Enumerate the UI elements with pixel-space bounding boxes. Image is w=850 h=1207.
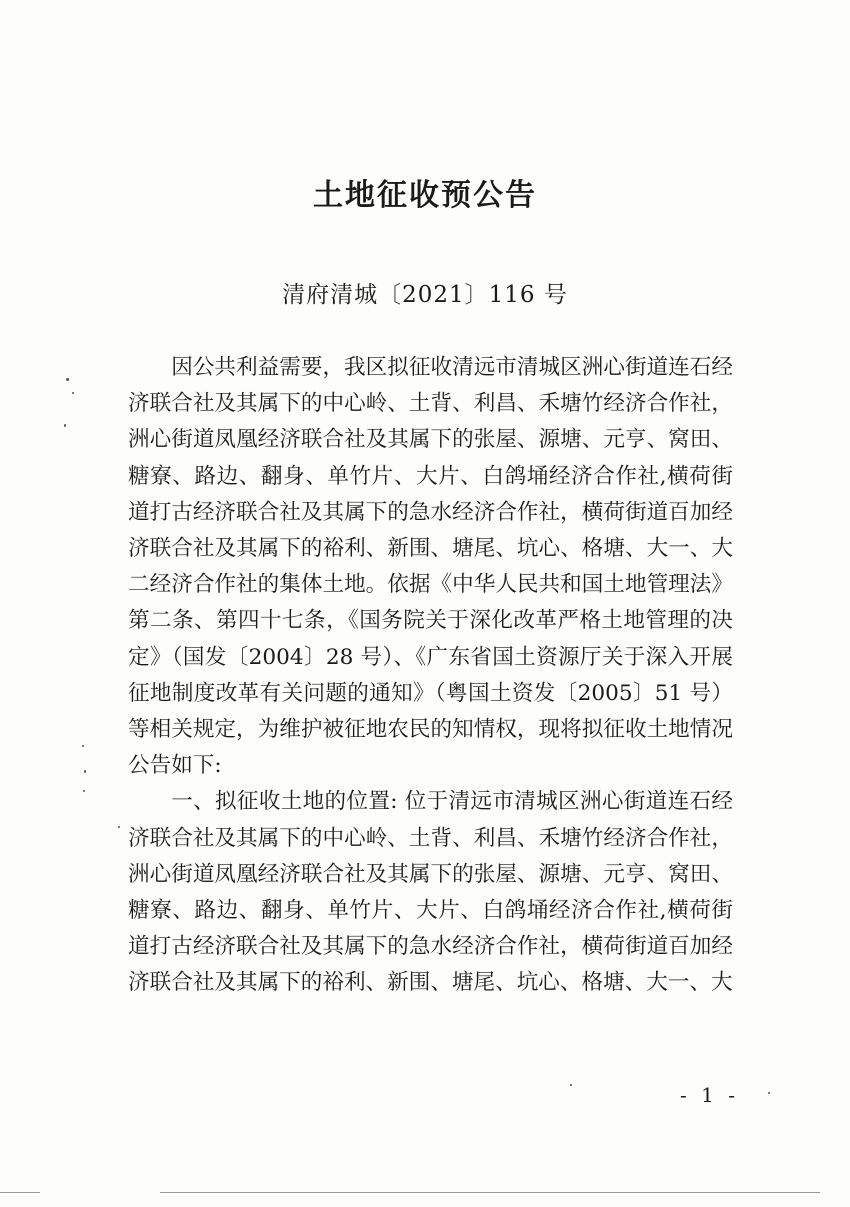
page-number: - 1 - <box>680 1083 739 1107</box>
scan-edge-line <box>160 1192 820 1193</box>
scan-dot <box>118 826 120 828</box>
document-body <box>128 350 733 1002</box>
document-number: 清府清城〔2021〕116 号 <box>282 282 568 308</box>
scan-dot <box>83 790 85 792</box>
paragraph-intro: 因公共利益需要，我区拟征收清远市清城区洲心街道连石经济联合社及其属下的中心岭、土背、利昌、禾塘竹经济合作社，洲心街道凤凰经济联合社及其属下的张屋、源塘、元亨、窝田、糖寮、路边、翻身、单竹片、大片、白鸽埇经济合作社,横荷街道打古经济联合社及其属下的急水经济合作社，横荷街道百加经济联合社及其属下的裕利、新围、塘尾、坑心、格塘、大一、大二经济合作社的集体土地。依据《中华人民共和国土地管理法》第二条、第四十七条，《国务院关于深化改革严格土地管理的决定》（国发〔2004〕28 号）、《广东省国土资源厅关于深入开展征地制度改革有关问题的通知》（粤国土资发〔2005〕51 号）等相关规定，为维护被征地农民的知情权，现将拟征收土地情况公告如下: <box>128 355 733 779</box>
scan-dot <box>84 770 86 773</box>
scan-dot <box>82 745 84 747</box>
scan-dot <box>64 424 66 427</box>
scan-dot <box>72 392 74 394</box>
scan-dot <box>66 378 69 381</box>
scan-dot <box>768 1092 770 1094</box>
document-title: 土地征收预公告 <box>313 178 537 213</box>
scan-dot <box>570 1084 572 1086</box>
paragraph-location: 一、拟征收土地的位置: 位于清远市清城区洲心街道连石经济联合社及其属下的中心岭、土背、利昌、禾塘竹经济合作社，洲心街道凤凰经济联合社及其属下的张屋、源塘、元亨、窝田、糖寮、路边、翻身、单竹片、大片、白鸽埇经济合作社,横荷街道打古经济联合社及其属下的急水经济合作社，横荷街道百加经济联合社及其属下的裕利、新围、塘尾、坑心、格塘、大一、大 <box>128 789 733 996</box>
scan-edge-line <box>0 1192 40 1193</box>
